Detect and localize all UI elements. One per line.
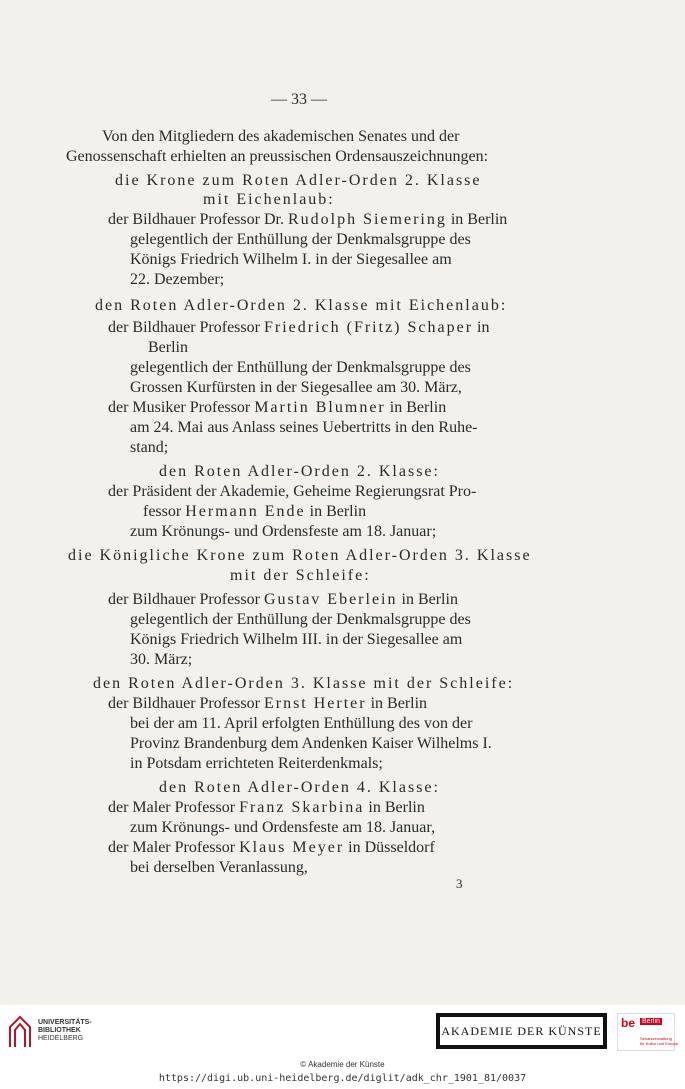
text-segment: gelegentlich der Enthüllung der Denkmalsgruppe des (130, 359, 471, 376)
text-line (95, 296, 507, 316)
spaced-name: die Krone zum Roten Adler-Orden 2. Klasse (115, 172, 482, 189)
text-segment: zum Krönungs- und Ordensfeste am 18. Januar, (130, 819, 436, 836)
text-line (108, 318, 527, 338)
text-line (115, 171, 480, 191)
permalink-url[interactable]: https://digi.ub.uni-heidelberg.de/diglit/adk_chr_1901_81/0037 (158, 1073, 527, 1084)
library-emblem-icon (8, 1015, 32, 1049)
spaced-name: Martin Blumner (254, 399, 386, 416)
page-number: — 33 — (271, 91, 327, 108)
text-line (108, 590, 458, 610)
text-line (66, 147, 528, 167)
text-segment: in (473, 319, 490, 336)
text-segment: Provinz Brandenburg dem Andenken Kaiser Wilhelms I. (130, 735, 492, 752)
spaced-name: Friedrich (Fritz) Schaper (263, 319, 474, 336)
text-line (130, 630, 527, 650)
text-segment: in Düsseldorf (344, 839, 435, 856)
text-segment: der Maler Professor (108, 799, 240, 816)
text-segment: Von den Mitgliedern des akademischen Senates und der (102, 128, 460, 145)
text-segment: gelegentlich der Enthüllung der Denkmalsgruppe des (130, 231, 471, 248)
spaced-name: Franz Skarbina (239, 799, 365, 816)
spaced-name: den Roten Adler-Orden 4. Klasse: (159, 779, 440, 796)
ub-logo-line-1: UNIVERSITÄTS- (38, 1019, 92, 1026)
text-line (203, 190, 335, 210)
text-line (130, 270, 224, 290)
berlin-small-line-1: Senatsverwaltung (640, 1036, 672, 1041)
text-segment: in Potsdam errichteten Reiterdenkmals; (130, 755, 383, 772)
spaced-name: den Roten Adler-Orden 2. Klasse mit Eichenlaub: (95, 297, 508, 314)
text-segment: Berlin (148, 339, 188, 356)
text-segment: der Bildhauer Professor Dr. (108, 211, 288, 228)
text-segment: der Bildhauer Professor (108, 695, 264, 712)
text-segment: stand; (130, 439, 169, 456)
text-line (130, 734, 527, 754)
ub-logo-line-2: BIBLIOTHEK (38, 1027, 81, 1034)
text-segment: der Bildhauer Professor (108, 591, 264, 608)
akademie-logo[interactable] (436, 1013, 607, 1049)
text-line (108, 398, 446, 418)
text-segment: der Musiker Professor (108, 399, 255, 416)
copyright-notice: © Akademie der Künste (300, 1060, 385, 1069)
text-line (130, 858, 308, 878)
text-segment: in Berlin (305, 503, 367, 520)
text-segment: in Berlin (385, 399, 447, 416)
text-line (108, 694, 427, 714)
university-library-logo[interactable] (8, 1013, 108, 1053)
text-segment: fessor (143, 503, 186, 520)
akademie-label: AKADEMIE DER KÜNSTE (441, 1023, 602, 1038)
text-line (143, 502, 366, 522)
text-line (68, 546, 532, 566)
text-line (130, 650, 192, 670)
spaced-name: Klaus Meyer (239, 839, 345, 856)
text-line (130, 418, 527, 438)
text-line (130, 230, 527, 250)
text-line (108, 838, 435, 858)
text-line (159, 778, 440, 798)
text-line (148, 338, 188, 358)
spaced-name: den Roten Adler-Orden 2. Klasse: (159, 463, 440, 480)
text-segment: in Berlin (366, 695, 428, 712)
spaced-name: Rudolph Siemering (287, 211, 447, 228)
spaced-name: den Roten Adler-Orden 3. Klasse mit der Schleife: (93, 675, 515, 692)
text-segment: Genossenschaft erhielten an preussischen Ordensauszeichnungen: (66, 148, 489, 165)
text-segment: Königs Friedrich Wilhelm III. in der Siegesallee am (130, 631, 463, 648)
text-line (102, 127, 528, 147)
text-segment: bei derselben Veranlassung, (130, 859, 308, 876)
text-segment: der Bildhauer Professor (108, 319, 264, 336)
text-line (130, 714, 527, 734)
text-segment: in Berlin (397, 591, 458, 608)
text-line (130, 818, 435, 838)
text-line (130, 522, 436, 542)
text-line (159, 462, 440, 482)
text-segment: in Berlin (446, 211, 508, 228)
viewer-footer (0, 1005, 685, 1089)
text-segment: Grossen Kurfürsten in der Siegesallee am 30. März, (130, 379, 462, 396)
text-segment: in Berlin (364, 799, 425, 816)
berlin-tag: Berlin (642, 1018, 660, 1025)
text-line (130, 250, 527, 270)
text-segment: gelegentlich der Enthüllung der Denkmalsgruppe des (130, 611, 471, 628)
text-line (93, 674, 514, 694)
signature-mark: 3 (456, 876, 463, 891)
text-line (108, 482, 527, 502)
text-segment: bei der am 11. April erfolgten Enthüllung des von der (130, 715, 473, 732)
text-segment: am 24. Mai aus Anlass seines Uebertritts in den Ruhe- (130, 419, 478, 436)
text-line (130, 438, 168, 458)
berlin-small-line-2: für Kultur und Europa (640, 1041, 679, 1046)
text-line (230, 566, 371, 586)
spaced-name: Ernst Herter (263, 695, 367, 712)
spaced-name: Gustav Eberlein (263, 591, 398, 608)
text-segment: der Maler Professor (108, 839, 240, 856)
spaced-name: Hermann Ende (185, 503, 306, 520)
spaced-name: die Königliche Krone zum Roten Adler-Orden 3. Klasse (68, 547, 532, 564)
spaced-name: mit Eichenlaub: (203, 191, 335, 208)
text-segment: der Präsident der Akademie, Geheime Regierungsrat Pro- (108, 483, 477, 500)
berlin-brand: be (621, 1016, 636, 1030)
text-line (130, 358, 527, 378)
text-line (108, 798, 425, 818)
text-segment: 22. Dezember; (130, 271, 225, 288)
text-line (130, 610, 527, 630)
text-segment: Königs Friedrich Wilhelm I. in der Siegesallee am (130, 251, 452, 268)
ub-logo-line-3: HEIDELBERG (38, 1035, 84, 1042)
text-line (130, 754, 383, 774)
berlin-senate-logo[interactable] (617, 1013, 679, 1051)
text-line (130, 378, 462, 398)
text-line (108, 210, 527, 230)
spaced-name: mit der Schleife: (230, 567, 371, 584)
text-segment: zum Krönungs- und Ordensfeste am 18. Januar; (130, 523, 437, 540)
text-segment: 30. März; (130, 651, 193, 668)
